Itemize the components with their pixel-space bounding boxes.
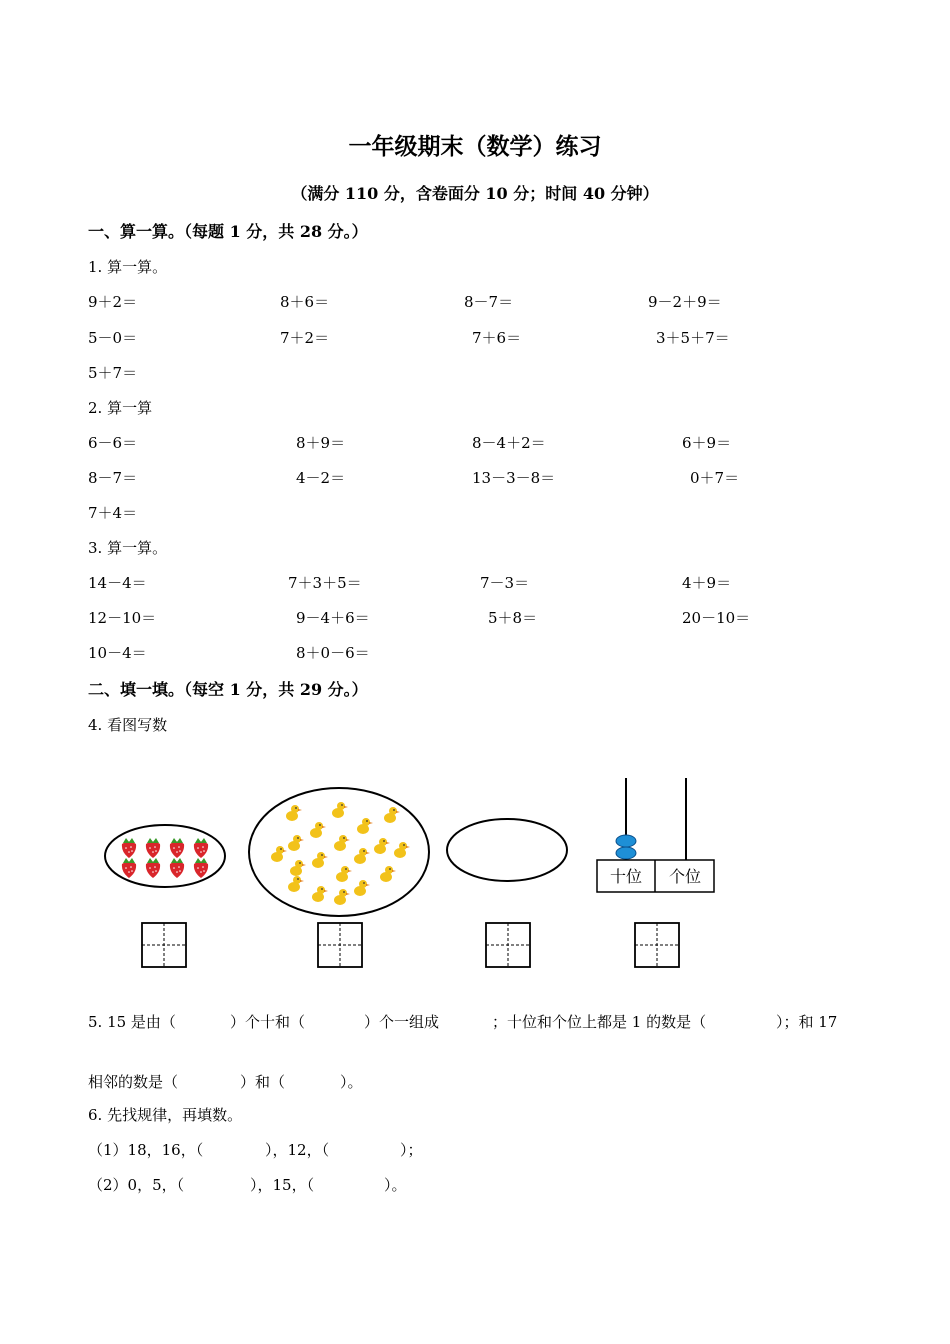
question-6-label: 6. 先找规律，再填数。 [88, 1106, 243, 1124]
duck-icon [380, 866, 396, 882]
abacus-bead [616, 835, 636, 847]
exercise: 8＋6＝ [280, 293, 330, 311]
exercise: 5－0＝ [88, 329, 138, 347]
exercise: 8－7＝ [88, 469, 138, 487]
strawberry-icon [122, 858, 136, 878]
exercise: 7＋6＝ [472, 329, 522, 347]
abacus [597, 778, 714, 892]
exercise: 14－4＝ [88, 574, 147, 592]
duck-icon [271, 846, 287, 862]
q6-sequence-1: ），12，（ [265, 1141, 330, 1159]
exercise: 4－2＝ [296, 469, 346, 487]
duck-icon [288, 835, 304, 851]
q5-text: ）和（ [240, 1073, 286, 1091]
q6-sequence-2: （2）0，5，（ [88, 1176, 185, 1194]
exercise: 8＋0－6＝ [296, 644, 370, 662]
duck-icon [336, 866, 352, 882]
strawberry-icon [146, 858, 160, 878]
exercise: 5＋8＝ [488, 609, 538, 627]
q6-sequence-2: ），15，（ [250, 1176, 315, 1194]
duck-icon [357, 818, 373, 834]
exercise: 6＋9＝ [682, 434, 732, 452]
exercise: 4＋9＝ [682, 574, 732, 592]
abacus-ones-label: 个位 [668, 867, 702, 886]
strawberry-icon [194, 838, 208, 858]
strawberry-icon [122, 838, 136, 858]
strawberry-icon [170, 858, 184, 878]
exercise: 8－4＋2＝ [472, 434, 546, 452]
exercise: 7＋4＝ [88, 504, 138, 522]
q5-text: ）；和 17 [776, 1013, 838, 1031]
abacus-tens-label: 十位 [609, 867, 643, 886]
strawberry-plate [105, 825, 225, 887]
duck-icon [288, 876, 304, 892]
q6-sequence-1: （1）18，16，（ [88, 1141, 204, 1159]
exercise: 5＋7＝ [88, 364, 138, 382]
duck-icon [312, 852, 328, 868]
q5-text: ）个一组成 [364, 1013, 440, 1031]
duck-icon [354, 848, 370, 864]
exercise: 10－4＝ [88, 644, 147, 662]
exercise: 9－2＋9＝ [648, 293, 722, 311]
q5-text: ）。 [340, 1073, 363, 1091]
answer-box[interactable] [486, 923, 530, 967]
answer-box[interactable] [635, 923, 679, 967]
question-3-label: 3. 算一算。 [88, 539, 168, 557]
duck-icon [290, 860, 306, 876]
q5-text: 5. 15 是由（ [88, 1013, 176, 1031]
duck-icon [384, 807, 400, 823]
q5-text: ；十位和个位上都是 1 的数是（ [492, 1013, 707, 1031]
exercise: 7－3＝ [480, 574, 530, 592]
q6-sequence-2: ）。 [384, 1176, 407, 1194]
duck-icon [374, 838, 390, 854]
question-1-label: 1. 算一算。 [88, 258, 168, 276]
exercise: 3＋5＋7＝ [656, 329, 730, 347]
exercise: 0＋7＝ [690, 469, 740, 487]
exercise: 9－4＋6＝ [296, 609, 370, 627]
exercise: 9＋2＝ [88, 293, 138, 311]
section-1-heading: 一、算一算。（每题 1 分，共 28 分。） [88, 222, 368, 241]
duck-icon [332, 802, 348, 818]
q5-text: 相邻的数是（ [88, 1073, 179, 1091]
duck-icon [394, 842, 410, 858]
exercise: 8－7＝ [464, 293, 514, 311]
exercise: 7＋2＝ [280, 329, 330, 347]
strawberry-icon [146, 838, 160, 858]
abacus-bead [616, 847, 636, 859]
section-2-heading: 二、填一填。（每空 1 分，共 29 分。） [88, 680, 368, 699]
duck-icon [334, 835, 350, 851]
picture-counting-figure [0, 760, 950, 980]
exercise: 8＋9＝ [296, 434, 346, 452]
answer-box[interactable] [142, 923, 186, 967]
empty-plate [447, 819, 567, 881]
page-title: 一年级期末（数学）练习 [348, 133, 602, 160]
duck-icon [354, 880, 370, 896]
duck-icon [312, 886, 328, 902]
exercise: 13－3－8＝ [472, 469, 556, 487]
duck-icon [286, 805, 302, 821]
duck-icon [334, 889, 350, 905]
answer-box[interactable] [318, 923, 362, 967]
duck-icon [310, 822, 326, 838]
q5-text: ）个十和（ [230, 1013, 306, 1031]
exercise: 7＋3＋5＝ [288, 574, 362, 592]
exercise: 12－10＝ [88, 609, 157, 627]
question-4-label: 4. 看图写数 [88, 716, 168, 734]
exercise: 6－6＝ [88, 434, 138, 452]
strawberry-icon [194, 858, 208, 878]
page-subtitle: （满分 110 分，含卷面分 10 分；时间 40 分钟） [291, 184, 659, 203]
exercise: 20－10＝ [682, 609, 751, 627]
q6-sequence-1: ）； [400, 1141, 423, 1159]
strawberry-icon [170, 838, 184, 858]
question-2-label: 2. 算一算 [88, 399, 153, 417]
